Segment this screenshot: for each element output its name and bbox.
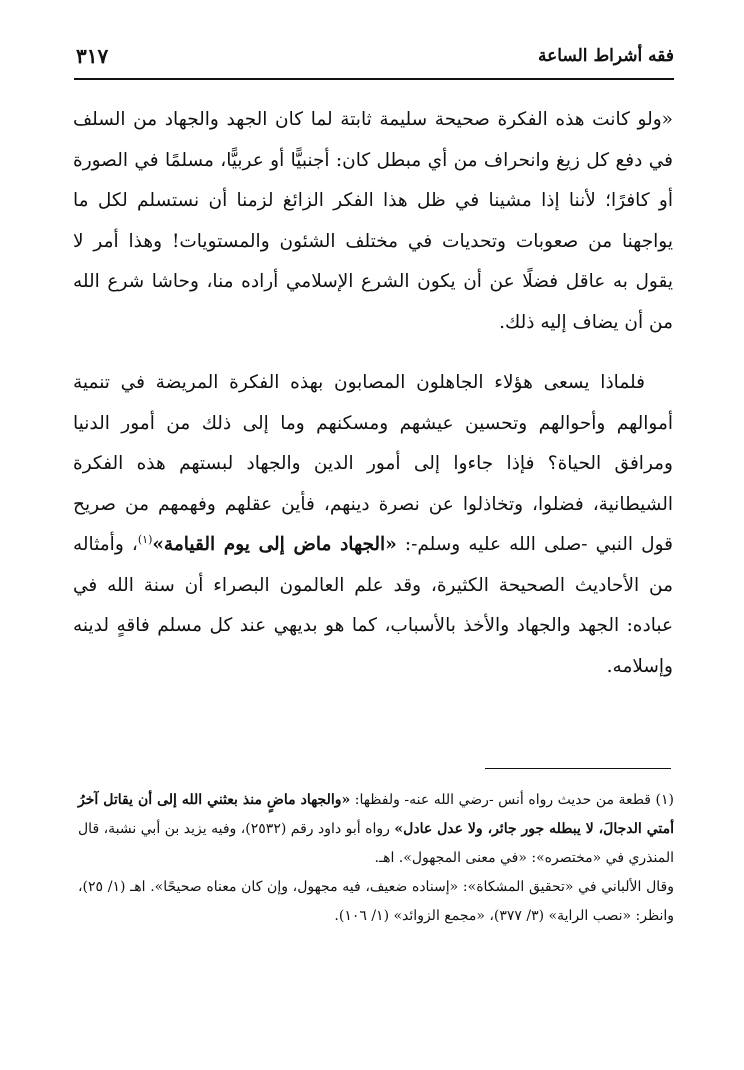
paragraph-2 bbox=[73, 363, 673, 687]
footnotes bbox=[78, 786, 674, 931]
footnote-1-intro: قطعة من حديث رواه أنس -رضي الله عنه- ولفظها: bbox=[350, 792, 656, 808]
paragraph-2-text-a: فلماذا يسعى هؤلاء الجاهلون المصابون بهذه الفكرة المريضة في تنمية أموالهم وأحوالهم وتحسين عيشهم ومسكنهم وما إلى ذلك من أمور الدنيا ومرافق الحياة؟ فإذا جاءوا إلى أمور الدين والجهاد لبستهم هذه الفكرة الشيطانية، فضلوا، وتخاذلوا عن نصرة دينهم، فأين عقلهم وفهمهم من صريح قول النبي -صلى الله عليه وسلم-: bbox=[73, 372, 673, 555]
page-number: ٣١٧ bbox=[76, 44, 109, 68]
header-rule bbox=[74, 78, 674, 80]
footnote-separator bbox=[485, 768, 671, 769]
page-header bbox=[74, 40, 674, 80]
paragraph-1: «ولو كانت هذه الفكرة صحيحة سليمة ثابتة لما كان الجهد والجهاد من السلف في دفع كل زيغ وانحراف من أي مبطل كان: أجنبيًّا أو عربيًّا، مسلمًا في الصورة أو كافرًا؛ لأننا إذا مشينا في ظل هذا الفكر الزائغ لزمنا أن نستسلم لكل ما يواجهنا من صعوبات وتحديات في مختلف الشئون والمستويات! وهذا أمر لا يقول به عاقل فضلًا عن أن يكون الشرع الإسلامي أراده منا، وحاشا شرع الله من أن يضاف إليه ذلك. bbox=[73, 109, 673, 333]
footnote-1-source: رواه أبو داود رقم (٢٥٣٢)، وفيه يزيد بن أبي نشبة، قال المنذري في «مختصره»: «في معنى المجهول». اهـ. bbox=[78, 821, 674, 866]
running-title: فقه أشراط الساعة bbox=[538, 46, 674, 66]
footnote-1-quote: «والجهاد ماضٍ منذ بعثني الله إلى أن يقاتل آخرُ أمتي الدجالَ، لا يبطله جور جائر، ولا عدل عادل» bbox=[78, 792, 674, 837]
footnote-1-albani: وقال الألباني في «تحقيق المشكاة»: «إسناده ضعيف، فيه مجهول، وإن كان معناه صحيحًا». اهـ (١/ ٢٥)، وانظر: «نصب الراية» (٣/ ٣٧٧)، «مجمع الزوائد» (١/ ١٠٦). bbox=[78, 879, 674, 924]
footnote-1-number: (١) bbox=[655, 792, 675, 808]
footnote-reference[interactable]: (١) bbox=[137, 532, 153, 546]
hadith-quote: «الجهاد ماض إلى يوم القيامة» bbox=[152, 534, 397, 555]
footnote-1 bbox=[78, 786, 674, 873]
main-text bbox=[73, 100, 673, 687]
paragraph-2-text-b: ، وأمثاله من الأحاديث الصحيحة الكثيرة، وقد علم العالمون البصراء أن سنة الله في عباده: الجهد والجهاد والأخذ بالأسباب، كما هو بديهي عند كل مسلم فاقهٍ لدينه وإسلامه. bbox=[73, 534, 673, 677]
